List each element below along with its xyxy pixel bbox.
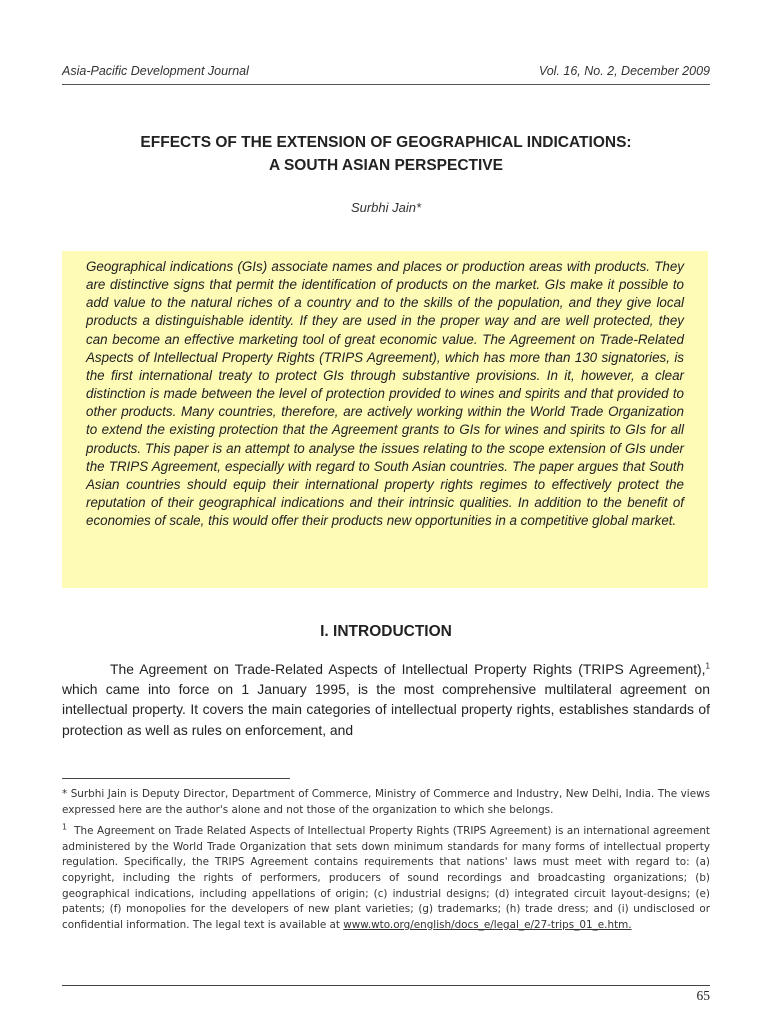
title-line-1: EFFECTS OF THE EXTENSION OF GEOGRAPHICAL INDICATIONS: (140, 134, 632, 151)
footnote-divider (62, 778, 290, 779)
page-number: 65 (696, 988, 710, 1003)
running-header (62, 62, 710, 85)
article-title (62, 131, 710, 177)
footnote-1 (62, 824, 710, 933)
abstract-text: Geographical indications (GIs) associate names and places or production areas with products. They are distinctive signs that permit the identification of products on the market. GIs make it possible to add value to the natural riches of a country and to the skills of the population, and they give local products a distinguishable identity. If they are used in the proper way and are well protected, they can become an effective marketing tool of great economic value. The Agreement on Trade-Related Aspects of Intellectual Property Rights (TRIPS Agreement), which has more than 130 signatories, is the first international treaty to protect GIs through substantive provisions. In it, however, a clear distinction is made between the level of protection provided to wines and spirits and that provided to other products. Many countries, therefore, are actively working within the World Trade Organization to extend the existing protection that the Agreement grants to GIs for wines and spirits to GIs for all products. This paper is an attempt to analyse the issues relating to the scope extension of GIs under the TRIPS Agreement, especially with regard to South Asian countries. The paper argues that South Asian countries should equip their international property rights regimes to effectively protect the reputation of their geographical indications and their intrinsic qualities. In addition to the benefit of economies of scale, this would offer their products new opportunities in a competitive global market. (86, 259, 684, 529)
footnote-1-marker: 1 (62, 822, 68, 832)
footnote-1-text: The Agreement on Trade Related Aspects of Intellectual Property Rights (TRIPS Agreement) is an international agreement administered by the World Trade Organization that sets down minimum standards for many forms of intellectual property regulation. Specifically, the TRIPS Agreement contains requirements that nations' laws must meet with regard to: (a) copyright, including the rights of performers, producers of sound recordings and broadcasting organizations; (b) geographical indications, including appellations of origin; (c) industrial designs; (d) integrated circuit layout-designs; (e) patents; (f) monopolies for the developers of new plant varieties; (g) trademarks; (h) trade dress; and (i) undisclosed or confidential information. The legal text is available at (62, 825, 710, 931)
title-line-2: A SOUTH ASIAN PERSPECTIVE (269, 157, 503, 174)
bottom-divider (62, 985, 710, 986)
author-footnote: * Surbhi Jain is Deputy Director, Department of Commerce, Ministry of Commerce and Industry, New Delhi, India. The views expressed here are the author's alone and not those of the organization to which she belongs. (62, 788, 710, 816)
issue-info: Vol. 16, No. 2, December 2009 (538, 64, 710, 78)
intro-text-part1: The Agreement on Trade-Related Aspects of Intellectual Property Rights (TRIPS Agreement), (110, 661, 706, 677)
journal-name: Asia-Pacific Development Journal (62, 64, 249, 78)
section-heading: I. INTRODUCTION (320, 623, 452, 640)
wto-legal-text-link[interactable]: www.wto.org/english/docs_e/legal_e/27-trips_01_e.htm. (343, 918, 632, 931)
author-name: Surbhi Jain* (350, 200, 422, 215)
intro-paragraph (62, 659, 710, 740)
footnotes (62, 787, 710, 939)
abstract-box (62, 251, 708, 588)
intro-text-part2: which came into force on 1 January 1995, is the most comprehensive multilateral agreement on intellectual property. It covers the main categories of intellectual property rights, establishes standards of protection as well as rules on enforcement, and (62, 681, 710, 738)
footnote-ref-1[interactable]: 1 (705, 661, 710, 671)
